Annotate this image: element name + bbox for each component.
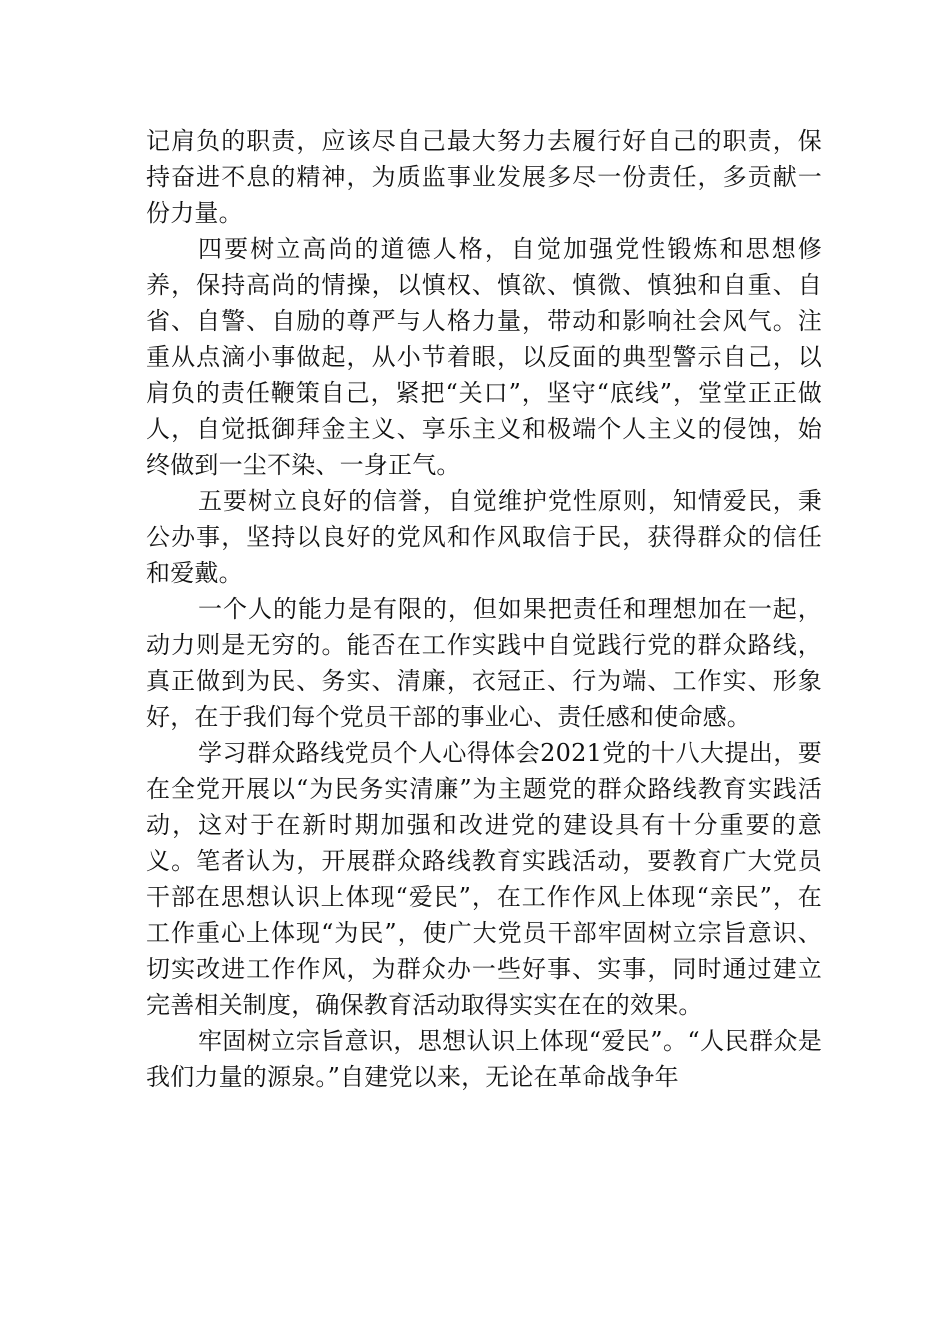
paragraph-6: 牢固树立宗旨意识，思想认识上体现“爱民”。“人民群众是我们力量的源泉。”自建党以来，无论在革命战争年 [146,1027,822,1091]
document-body [146,123,822,1095]
paragraph-3: 五要树立良好的信誉，自觉维护党性原则，知情爱民，秉公办事，坚持以良好的党风和作风取信于民，获得群众的信任和爱戴。 [146,487,822,587]
paragraph-5: 学习群众路线党员个人心得体会2021党的十八大提出，要在全党开展以“为民务实清廉”为主题党的群众路线教育实践活动，这对于在新时期加强和改进党的建设具有十分重要的意义。笔者认为，开展群众路线教育实践活动，要教育广大党员干部在思想认识上体现“爱民”，在工作作风上体现“亲民”，在工作重心上体现“为民”，使广大党员干部牢固树立宗旨意识、切实改进工作作风，为群众办一些好事、实事，同时通过建立完善相关制度，确保教育活动取得实实在在的效果。 [146,739,822,1019]
paragraph-4: 一个人的能力是有限的，但如果把责任和理想加在一起，动力则是无穷的。能否在工作实践中自觉践行党的群众路线，真正做到为民、务实、清廉，衣冠正、行为端、工作实、形象好，在于我们每个党员干部的事业心、责任感和使命感。 [146,595,822,731]
paragraph-2: 四要树立高尚的道德人格，自觉加强党性锻炼和思想修养，保持高尚的情操，以慎权、慎欲、慎微、慎独和自重、自省、自警、自励的尊严与人格力量，带动和影响社会风气。注重从点滴小事做起，从小节着眼，以反面的典型警示自己，以肩负的责任鞭策自己，紧把“关口”，坚守“底线”，堂堂正正做人，自觉抵御拜金主义、享乐主义和极端个人主义的侵蚀，始终做到一尘不染、一身正气。 [146,235,822,479]
paragraph-1: 记肩负的职责，应该尽自己最大努力去履行好自己的职责，保持奋进不息的精神，为质监事业发展多尽一份责任，多贡献一份力量。 [146,127,822,227]
